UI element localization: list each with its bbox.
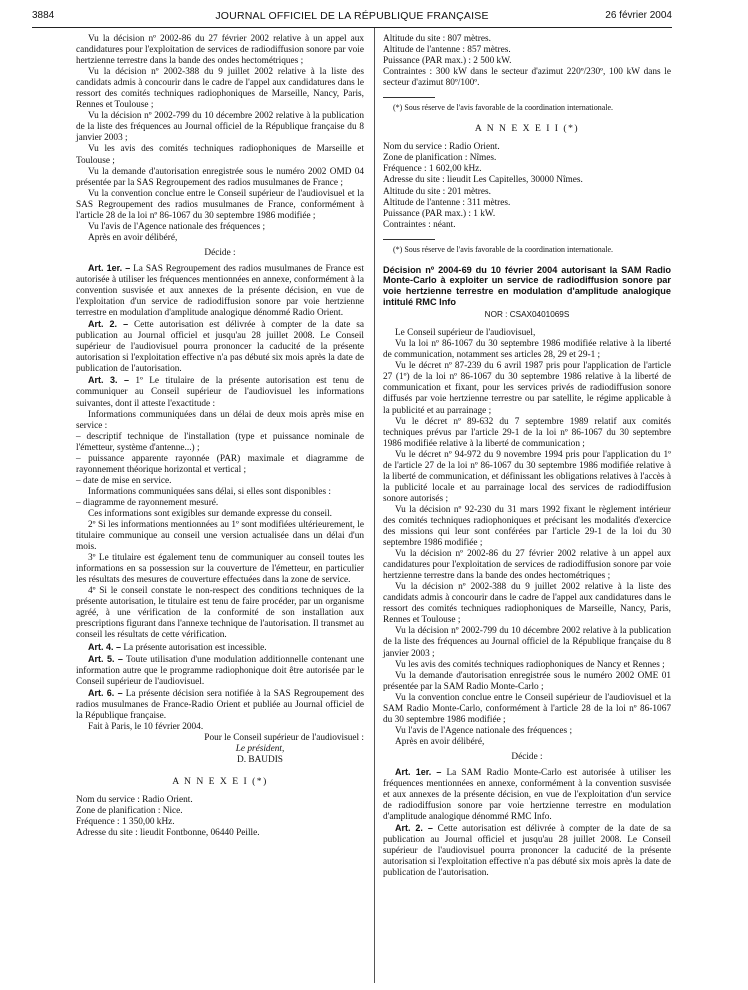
paragraph: Ces informations sont exigibles sur demande expresse du conseil. — [88, 508, 332, 519]
annex-line: Altitude de l'antenne : 311 mètres. — [383, 197, 511, 208]
page-header — [32, 10, 672, 26]
note-rule — [383, 97, 435, 98]
article-text: 1º Le titulaire de la présente autorisation est tenu de communiquer au Conseil supérieur de l'audiovisuel les informations suivantes, dont il atteste l'exactitude : — [76, 376, 365, 409]
decision-title: Décision nº 2004-69 du 10 février 2004 autorisant la SAM Radio Monte-Carlo à exploiter un service de radiodiffusion sonore par voie hertzienne terrestre en modulation d'amplitude analogique intitulé RMC Info — [383, 264, 671, 307]
article-label: Art. 3. – — [88, 375, 130, 386]
annex-line: Puissance (PAR max.) : 1 kW. — [383, 208, 496, 219]
list-item: – puissance apparente rayonnée (PAR) maximale et diagramme de rayonnement théorique horizontal et vertical ; — [76, 453, 364, 475]
visa-paragraph: Vu la décision nº 2002-799 du 10 décembre 2002 relative à la publication de la liste des fréquences au Journal officiel de la République française du 8 janvier 2003 ; — [76, 111, 364, 144]
annex-2-details — [383, 142, 671, 230]
visa-paragraph: Vu la décision nº 2002-388 du 9 juillet 2002 relative à la liste des candidats admis à concourir dans le cadre de l'appel aux candidatures dans le ressort des comités techniques radiophoniques de Marseille, Nancy, Paris, Rennes et Toulouse ; — [76, 67, 364, 111]
annex-line: Fréquence : 1 350,00 kHz. — [76, 817, 175, 828]
signature-pour: Pour le Conseil supérieur de l'audiovisuel : — [204, 732, 364, 743]
article-text: Cette autorisation est délivrée à compter de la date de sa publication au Journal officiel et jusqu'au 28 juillet 2008. Le Conseil supérieur de l'audiovisuel pourra prononcer la caducité de la présente autorisation si l'exploitation effective n'a pas débuté six mois après la date de publication de l'autorisation. — [383, 824, 672, 879]
header-rule — [32, 27, 672, 28]
article-label: Art. 1er. – — [88, 262, 131, 273]
list-item: – descriptif technique de l'installation (type et puissance nominale de l'émetteur, système d'antenne...) ; — [76, 431, 364, 453]
column-separator — [374, 28, 375, 983]
visa-paragraph: Vu la demande d'autorisation enregistrée sous le numéro 2002 OMD 04 présentée par la SAS Regroupement des radios musulmanes de France ; — [76, 166, 364, 188]
annex-1-details-cont — [383, 34, 671, 89]
signature-name: D. BAUDIS — [237, 755, 283, 765]
article-6 — [76, 688, 364, 722]
fait-line: Fait à Paris, le 10 février 2004. — [88, 721, 204, 732]
visa-paragraph: Vu la convention conclue entre le Conseil supérieur de l'audiovisuel et la SAS Regroupement des radios musulmanes de France, conformément à l'article 28 de la loi nº 86-1067 du 30 septembre 1986 modifiée ; — [76, 188, 364, 221]
decide-heading: Décide : — [511, 751, 543, 762]
signature-role: Le président, — [235, 743, 285, 754]
right-column — [383, 34, 671, 879]
visa-paragraph: Vu la demande d'autorisation enregistrée sous le numéro 2002 OME 01 présentée par la SAM Radio Monte-Carlo ; — [383, 670, 671, 692]
annex-line: Altitude de l'antenne : 857 mètres. — [383, 45, 511, 56]
annex-line: Zone de planification : Nice. — [76, 806, 183, 817]
annex-2-title: A N N E X E I I (*) — [474, 123, 580, 135]
paragraph: 2º Si les informations mentionnées au 1º sont modifiées ultérieurement, le titulaire communique au conseil une version actualisée dans un délai d'un mois. — [76, 520, 364, 553]
visa-paragraph: Vu la décision nº 2002-86 du 27 février 2002 relative à un appel aux candidatures pour l'exploitation de services de radiodiffusion sonore par voie hertzienne terrestre dans la bande des ondes hectométriques ; — [383, 549, 671, 582]
article-label: Art. 2. – — [88, 319, 129, 330]
info-list-2 — [76, 498, 364, 509]
left-column — [76, 34, 364, 839]
issue-date: 26 février 2004 — [605, 10, 672, 21]
visa-paragraph: Vu le décret nº 94-972 du 9 novembre 1994 pris pour l'application du 1º de l'article 27 de la loi nº 86-1067 du 30 septembre 1986 modifiée relative à la liberté de communication, et définissant les obligations relatives à l'accès à la publicité locale et au parrainage local des services de radiodiffusion sonore autorisés ; — [383, 449, 671, 504]
article-label: Art. 2. – — [395, 823, 433, 834]
annex-line: Nom du service : Radio Orient. — [76, 795, 193, 806]
visa-paragraph: Vu la décision nº 2002-799 du 10 décembre 2002 relative à la publication de la liste des fréquences au Journal officiel de la République française du 8 janvier 2003 ; — [383, 626, 671, 659]
visa-paragraph: Le Conseil supérieur de l'audiovisuel, — [395, 328, 536, 339]
annex-2-note: (*) Sous réserve de l'avis favorable de la coordination internationale. — [393, 244, 614, 254]
nor-reference: NOR : CSAX0401069S — [484, 310, 570, 320]
visa-paragraph: Vu le décret nº 87-239 du 6 avril 1987 pris pour l'application de l'article 27 (1º) de la loi nº 86-1067 du 30 septembre 1986 relative à la liberté de communication et fixant, pour les services privés de radiodiffusion sonore diffusés par voie hertzienne terrestre ou par satellite, le régime applicable à la publicité et au parrainage ; — [383, 361, 671, 416]
article-text: La SAS Regroupement des radios musulmanes de France est autorisée à utiliser les fréquences mentionnées en annexe, conformément à la convention susvisée et aux annexes de la présente décision, en vue de l'exploitation d'un service de radiodiffusion sonore par voie hertzienne terrestre en modulation d'amplitude analogique dénommé Radio Orient. — [76, 263, 364, 319]
article-text: La présente décision sera notifiée à la SAS Regroupement des radios musulmanes de France-Radio Orient et publiée au Journal officiel de la République française. — [76, 688, 365, 721]
left-visas — [76, 34, 364, 244]
article-4 — [76, 642, 364, 654]
annex-1-title: A N N E X E I (*) — [172, 776, 268, 788]
decide-heading: Décide : — [204, 247, 236, 258]
article-3 — [76, 375, 364, 409]
info-nodelay: Informations communiquées sans délai, si elles sont disponibles : — [88, 486, 331, 497]
info-list-1 — [76, 432, 364, 487]
visa-paragraph: Après en avoir délibéré, — [395, 736, 485, 747]
article-text: Toute utilisation d'une modulation additionnelle contenant une information autre que le programme radiophonique doit être autorisée par le Conseil supérieur de l'audiovisuel. — [76, 654, 364, 687]
article-5 — [76, 654, 364, 688]
paragraph: 3º Le titulaire est également tenu de communiquer au conseil toutes les informations en sa possession sur la couverture de l'émetteur, en particulier les résultats des mesures de couverture effectuées dans la zone de service. — [76, 553, 364, 586]
visa-paragraph: Vu les avis des comités techniques radiophoniques de Nancy et Rennes ; — [395, 659, 665, 670]
annex-line: Fréquence : 1 602,00 kHz. — [383, 164, 482, 175]
article-2 — [76, 319, 364, 375]
article-text: Cette autorisation est délivrée à compter de la date sa publication au Journal officiel et jusqu'au 28 juillet 2008. Le Conseil supérieur de l'audiovisuel pourra prononcer la caducité de la présente autorisation si l'exploitation effective n'a pas débuté six mois après la date de publication de l'autorisation. — [76, 320, 365, 375]
visa-paragraph: Après en avoir délibéré, — [88, 232, 178, 243]
article-1 — [383, 767, 671, 823]
list-item: – diagramme de rayonnement mesuré. — [76, 497, 219, 508]
article-1 — [76, 263, 364, 319]
annex-line: Contraintes : 300 kW dans le secteur d'azimut 220º/230º, 100 kW dans le secteur d'azimut 80º/100º. — [383, 67, 671, 89]
visa-paragraph: Vu la décision nº 2002-86 du 27 février 2002 relative à un appel aux candidatures pour l'exploitation de services de radiodiffusion sonore par voie hertzienne terrestre dans la bande des ondes hectométriques ; — [76, 34, 364, 67]
visa-paragraph: Vu la décision nº 92-230 du 31 mars 1992 fixant le règlement intérieur des comités techniques radiophoniques et précisant les modalités d'exercice des missions qui leur sont conférées par l'article 29-1 de la loi du 30 septembre 1986 modifiée ; — [383, 504, 671, 549]
article-text: La SAM Radio Monte-Carlo est autorisée à utiliser les fréquences mentionnées en annexe, conformément à la convention susvisée et aux annexes de la présente décision, en vue de l'exploitation d'un service de radiodiffusion sonore par voie hertzienne terrestre en modulation d'amplitude analogique dénommé RMC Info. — [383, 768, 671, 823]
article-label: Art. 5. – — [88, 653, 123, 664]
annex-line: Altitude du site : 807 mètres. — [383, 34, 491, 44]
annex-1-details — [76, 795, 364, 839]
journal-title: JOURNAL OFFICIEL DE LA RÉPUBLIQUE FRANÇAISE — [215, 10, 489, 22]
annex-line: Puissance (PAR max.) : 2 500 kW. — [383, 56, 512, 67]
visa-paragraph: Vu l'avis de l'Agence nationale des fréquences ; — [395, 725, 573, 736]
article-2 — [383, 823, 671, 879]
annex-line: Zone de planification : Nîmes. — [383, 153, 497, 164]
visa-paragraph: Vu la loi nº 86-1067 du 30 septembre 1986 modifiée relative à la liberté de communication, notamment ses articles 28, 29 et 29-1 ; — [383, 339, 671, 361]
visa-paragraph: Vu la convention conclue entre le Conseil supérieur de l'audiovisuel et la SAM Radio Monte-Carlo, conformément à l'article 28 de la loi nº 86-1067 du 30 septembre 1986 modifiée ; — [383, 692, 671, 725]
annex-line: Contraintes : néant. — [383, 219, 456, 230]
annex-line: Nom du service : Radio Orient. — [383, 142, 500, 153]
page-number: 3884 — [32, 10, 55, 21]
annex-line: Altitude du site : 201 mètres. — [383, 186, 491, 197]
annex-line: Adresse du site : lieudit Les Capitelles, 30000 Nîmes. — [383, 175, 583, 186]
note-rule — [383, 239, 435, 240]
article-text: La présente autorisation est incessible. — [123, 642, 267, 653]
paragraph: 4º Si le conseil constate le non-respect des conditions techniques de la présente autorisation, le titulaire est tenu de faire procéder, par un organisme agréé, à une vérification de la conformité de son installation aux prescriptions figurant dans l'annexe technique de l'autorisation. Il transmet au conseil les résultats de cette vérification. — [76, 586, 364, 641]
article-3-paragraphs — [76, 509, 364, 642]
visa-paragraph: Vu les avis des comités techniques radiophoniques de Marseille et Toulouse ; — [76, 144, 364, 166]
list-item: – date de mise en service. — [76, 475, 172, 486]
article-label: Art. 1er. – — [395, 767, 442, 777]
visa-paragraph: Vu la décision nº 2002-388 du 9 juillet 2002 relative à la liste des candidats admis à concourir dans le cadre de l'appel aux candidatures dans le ressort des comités techniques radiophoniques de Marseille, Nancy, Paris, Rennes et Toulouse ; — [383, 582, 671, 626]
article-label: Art. 4. – — [88, 641, 122, 652]
visa-paragraph: Vu le décret nº 89-632 du 7 septembre 1989 relatif aux comités techniques prévus par l'article 29-1 de la loi nº 86-1067 du 30 septembre 1986 modifiée relative à la liberté de communication ; — [383, 416, 671, 449]
article-label: Art. 6. – — [88, 687, 123, 698]
info-delay: Informations communiquées dans un délai de deux mois après mise en service : — [76, 409, 364, 431]
visa-paragraph: Vu l'avis de l'Agence nationale des fréquences ; — [88, 221, 266, 232]
annex-1-note: (*) Sous réserve de l'avis favorable de la coordination internationale. — [393, 103, 614, 113]
annex-line: Adresse du site : lieudit Fontbonne, 06440 Peille. — [76, 828, 260, 839]
right-visas — [383, 328, 671, 748]
